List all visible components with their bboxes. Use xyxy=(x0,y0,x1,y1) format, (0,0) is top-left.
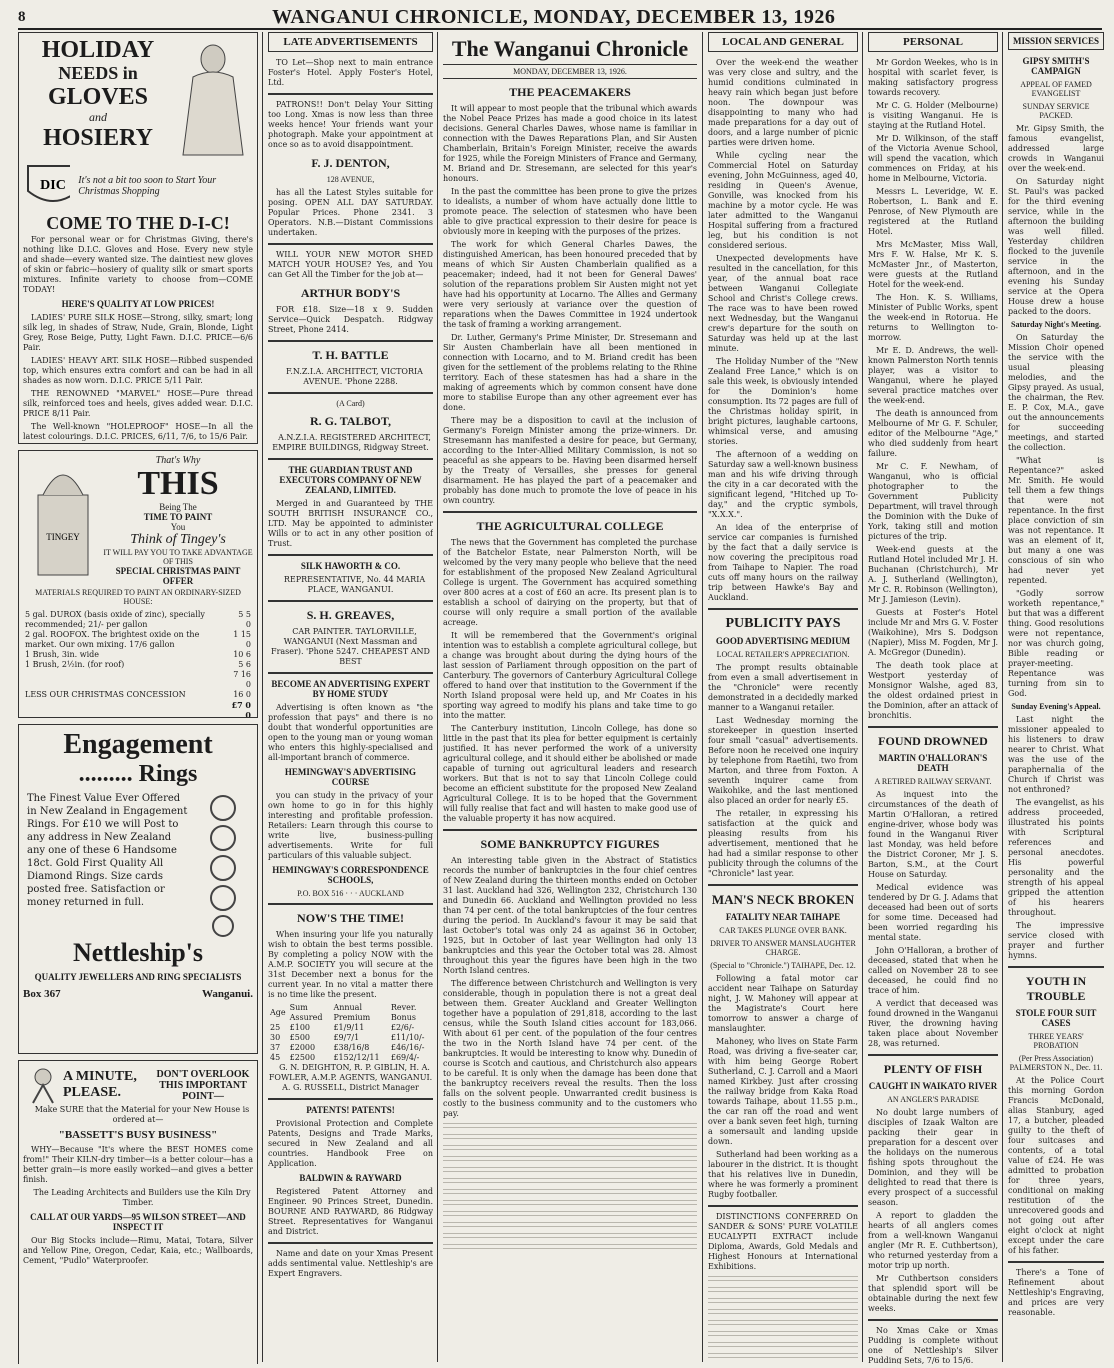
article-subheading: Sunday Evening's Appeal. xyxy=(1011,702,1101,711)
article-paragraph: In the past the committee has been prone to give the prizes to idealists, a number of whom have actually done little to promote peace. The selection of statesmen who have been able to give practical expression to their desire for peace is obviously more in keeping with the purposes of the prizes. xyxy=(443,187,697,236)
article-paragraph: Mr. Gipsy Smith, the famous evangelist, addressed large crowds in Wanganui over the week-end. xyxy=(1008,124,1104,173)
table-row: LESS OUR CHRISTMAS CONCESSION 16 0 xyxy=(25,690,251,699)
article-paragraph: Medical evidence was tendered by Dr G. J. Adams that deceased had been out of sorts for some time. Deceased had been worried regarding his mental state. xyxy=(868,883,998,942)
ad-subhead: HERE'S QUALITY AT LOW PRICES! xyxy=(61,299,215,309)
news-item: An idea of the enterprise of service car companies is furnished by the fact that a daily service is now covering the precipitous road from Taihape to Napier. The road cuts off many hours on the railway trip between Hawke's Bay and Auckland. xyxy=(708,523,858,602)
article-paragraph: As inquest into the circumstances of the death of Martin O'Halloran, a retired engine-driver, whose body was found in the Wanganui River last Monday, was held before the District Coroner, Mr J. S. Barton, S.M., at the Court House on Saturday. xyxy=(868,790,998,879)
lady-illustration xyxy=(173,37,253,157)
news-item: Over the week-end the weather was very close and sultry, and the humid conditions culminated in heavy rain which began just before noon. The downpour was disappointing to many who had made preparations for a day out of doors, and a large number of picnic parties were driven home. xyxy=(708,58,858,147)
ad-text: SPECIAL CHRISTMAS PAINT OFFER xyxy=(115,566,241,586)
article-subheading: THREE YEARS' PROBATION xyxy=(1028,1032,1084,1050)
tingey-advert xyxy=(18,450,258,718)
article-subheading: LOCAL RETAILER'S APPRECIATION. xyxy=(716,650,850,659)
article-paragraph: Mr Cuthbertson considers that splendid sport will be obtainable during the next few weeks. xyxy=(868,1274,998,1313)
classified-name: NOW'S THE TIME! xyxy=(297,911,404,925)
article-heading: THE PEACEMAKERS xyxy=(509,85,631,99)
article-paragraph: At the Police Court this morning Gordon Francis McDonald, alias Stanbury, aged 17, a butcher, pleaded guilty to the theft of four suitcases and contents, of a total value of £24. He was admitted to probation for three years, conditional on making restitution of the unrecovered goods and not going out after eight o'clock at night except under the care of his father. xyxy=(1008,1076,1104,1255)
article-paragraph: John O'Halloran, a brother of deceased, stated that when he called on November 28 to see deceased, he could find no trace of him. xyxy=(868,946,998,995)
article-paragraph: Mahoney, who lives on State Farm Road, was driving a five-seater car, with him being George Robert Sutherland, C. J. Carroll and a Maori named Kirkbey. Just after crossing the railway bridge from Kaka Road towards Taihape, about 11.55 p.m., the car ran off the road and went over a bank seven feet high, turning a somersault and landing upside down. xyxy=(708,1037,858,1146)
article-heading: PLENTY OF FISH xyxy=(883,1062,983,1076)
ad-text: TIME TO PAINT xyxy=(143,512,213,522)
classified: F.N.Z.I.A. ARCHITECT, VICTORIA AVENUE. 'Phone 2288. xyxy=(286,367,423,386)
news-item: DISTINCTIONS CONFERRED On SANDER & SONS' PURE VOLATILE EUCALYPTI EXTRACT include Diploma, Awards, Gold Medals and Highest Honours at International Exhibitions. xyxy=(708,1212,858,1271)
article-subheading: CAR TAKES PLUNGE OVER BANK. xyxy=(719,926,847,935)
editorial-date: MONDAY, DECEMBER 13, 1926. xyxy=(443,64,697,79)
ad-body: Our Big Stocks include—Rimu, Matai, Totara, Silver and Yellow Pine, Oregon, Cedar, Kaia, etc.; Wallboards, Cement, "Pudlo" Waterproofer. xyxy=(23,1236,253,1265)
ad-headline: PLEASE. xyxy=(63,1085,121,1100)
table-row: 1 Brush, 2½in. (for roof) 5 6 xyxy=(25,660,251,669)
news-item: Messrs L. Leveridge, W. E. Robertson, L. Bank and E. Penrose, of New Plymouth are registered at the Rutland Hotel. xyxy=(868,187,998,236)
article-paragraph: Following a fatal motor car accident near Taihape on Saturday night, J. W. Mahoney will appear at the Magistrate's Court here tomorrow to answer a charge of manslaughter. xyxy=(708,974,858,1033)
paint-can-illustration xyxy=(23,455,103,585)
ad-headline: THIS xyxy=(137,465,219,502)
article-heading: MAN'S NECK BROKEN xyxy=(711,892,855,907)
article-paragraph: No doubt large numbers of disciples of Izaak Walton are packing their gear in preparation for a descent over the holidays on the numerous fishing spots throughout the Dominion, and they will be delighted to read that there is every prospect of a successful season. xyxy=(868,1108,998,1207)
ad-body: WHY—Because "It's where the BEST HOMES come from!" Their KILN-dry timber—is a better colour—has a better grain—is more easily worked—and gives a better finish. xyxy=(23,1145,253,1184)
article-heading: YOUTH IN TROUBLE xyxy=(1025,974,1087,1003)
news-item: Mr C. G. Holder (Melbourne) is visiting Wanganui. He is staying at the Rutland Hotel. xyxy=(868,101,998,130)
news-item: While cycling near the Commercial Hotel on Saturday evening, John McGuinness, aged 40, residing in Queen's Avenue, Gonville, was knocked from his machine by a motor cycle. He was later admitted to the Wanganui Hospital suffering from a fractured leg, but his condition is not considered serious. xyxy=(708,151,858,250)
table-row: 45 £2500 £152/12/11 £69/4/- xyxy=(270,1053,420,1062)
article-paragraph: An interesting table given in the Abstract of Statistics records the number of bankruptcies in the four chief centres of New Zealand during the thirteen months ended on October 31 last. Auckland had 326, Wellington 232, Christchurch 130 and Dunedin 66. Auckland and Wellington provided no less than 74 per cent. of the total bankruptcies of the four centres during the period. In Auckland's favour it may be said that last October's total was only 24 as against 36 in October, 1925, but in October of last year Wellington had only 13 bankruptcies and this year the October total was 28. Almost throughout this year the figures have been high in the two North Island centres. xyxy=(443,856,697,975)
ad-text: Being The xyxy=(159,502,197,512)
table-row: 5 gal. DUROX (basis oxide of zinc), specially recommended; 21/- per gallon 5 5 0 xyxy=(25,610,251,629)
editorial-masthead: The Wanganui Chronicle xyxy=(451,36,689,61)
table-row: 2 gal. ROOFOX. The brightest oxide on the market. Our own mixing. 17/6 gallon 1 15 0 xyxy=(25,630,251,649)
ad-tagline: It's not a bit too soon to Start Your Christmas Shopping xyxy=(78,175,217,197)
news-item: Mr E. D. Andrews, the well-known Palmerston North tennis player, was a visitor to Wanganui, where he played several practice matches over the week-end. xyxy=(868,346,998,405)
table-row: £7 0 0 xyxy=(231,700,251,718)
news-item: Unexpected developments have resulted in the cancellation, for this year, of the annual boat race between Wanganui Collegiate School and Christ's College crews. The race was to have been rowed next Wednesday, but the Wanganui crew's departure for the south on Saturday was held up at the last minute. xyxy=(708,254,858,353)
news-item: Guests at Foster's Hotel include Mr and Mrs G. V. Foster (Waikohine), Mrs S. Dodgson (Napier), Miss M. Fogden, Mr J. A. McGregor (Dunedin). xyxy=(868,608,998,657)
news-item: Mrs McMaster, Miss Wall, Mrs F. W. Halse, Mr K. S. McMaster Jnr., of Masterton, were guests at the Rutland Hotel for the week-end. xyxy=(868,240,998,289)
classified-name: PATENTS! PATENTS! xyxy=(306,1105,395,1115)
article-paragraph: There may be a disposition to cavil at the inclusion of Germany's Foreign Minister among the prize-winners. Dr. Stresemann has manifested a desire for peace, but Germany, according to the Inter-Allied Military Commission, is not so peaceful as she appears to be. Having been disarmed herself by the Treaty of Versailles, she presses for general disarmament. He has played the part of a peacemaker and probably has done much to promote the love of peace in his own country. xyxy=(443,416,697,505)
classified-name: T. H. BATTLE xyxy=(312,348,389,362)
table-row: 7 16 0 xyxy=(233,670,251,689)
article-paragraph: The work for which General Charles Dawes, the distinguished American, has been honoured preceded that by means of which Sir Austen Chamberlain qualified as a peacemaker; indeed, had it not been for General Dawes' solution of the reparations problem Sir Austen might not yet have had his opportunity at Locarno. The Allies and Germany were very seriously at variance over the question of reparations when the Dawes Committee in 1924 undertook the task of framing a working arrangement. xyxy=(443,240,697,329)
classified: TO Let—Shop next to main entrance Foster's Hotel. Apply Foster's Hotel, Ltd. xyxy=(268,58,433,87)
dic-shield-logo xyxy=(23,161,70,211)
materials-table xyxy=(23,610,253,718)
classified: P.O. BOX 516 · · · AUCKLAND xyxy=(297,889,404,898)
classified-name: BALDWIN & RAYWARD xyxy=(299,1173,402,1183)
ad-brand: "BASSETT'S BUSY BUSINESS" xyxy=(58,1129,218,1141)
ad-brand: Nettleship's xyxy=(73,938,203,967)
article-subheading: APPEAL OF FAMED EVANGELIST xyxy=(1020,80,1092,98)
classified: has all the Latest Styles suitable for posing. OPEN ALL DAY SATURDAY. Popular Prices. Phone 2341. 3 Operators. N.B.—Distant Commissions undertaken. xyxy=(268,188,433,237)
ad-come: COME TO THE D-I-C! xyxy=(46,213,230,233)
classified: G. N. DEIGHTON, R. P. GIBLIN, H. A. FOWLER, A.M.P. AGENTS, WANGANUI. A. G. RUSSELL, District Manager xyxy=(268,1063,433,1092)
news-item: No Xmas Cake or Xmas Pudding is complete without one of Nettleship's Silver Pudding Sets, 7/6 to 15/6. xyxy=(868,1326,998,1364)
classified: you can study in the privacy of your own home to go in for this highly interesting and profitable profession. Retailers: Learn through this course to write live, business-pulling advertisements. Write for full particulars of this valuable subject. xyxy=(268,791,433,860)
news-item: There's a Tone of Refinement about Nettleship's Engraving, and prices are very reasonable. xyxy=(1008,1268,1104,1317)
ad-headline: and xyxy=(89,110,107,124)
article-subheading: FATALITY NEAR TAIHAPE xyxy=(725,912,841,922)
ad-body: The Leading Architects and Builders use the Kiln Dry Timber. xyxy=(33,1188,251,1207)
rings-illustration xyxy=(193,788,253,938)
article-paragraph: The news that the Government has completed the purchase of the Batchelor Estate, near Palmerston North, will be welcomed by the very many people who believe that the need for establishment of the proposed New Zealand Agricultural College is urgent. The Government has acquired something over 800 acres at a cost of £60 an acre. Its present plan is to establish a school of dairying on the property, but that of course will only require a small portion of the available acreage. xyxy=(443,538,697,627)
column-editorial xyxy=(443,32,697,1364)
masthead xyxy=(18,6,1102,30)
news-item: Week-end guests at the Rutland Hotel included Mr J. H. Buchanan (Christchurch), Mr A. J. Sutherland (Wellington), Mr C. R. Robinson (Wellington), Mr J. Jamieson (Levin). xyxy=(868,545,998,604)
ad-box: Box 367 xyxy=(23,988,61,1000)
classified-name: THE GUARDIAN TRUST AND EXECUTORS COMPANY OF NEW ZEALAND, LIMITED. xyxy=(279,465,422,495)
classified: Registered Patent Attorney and Engineer. 90 Princes Street, Dunedin. BOURNE AND RAYWARD, 86 Ridgway Street. Representatives for Wanganui and District. xyxy=(268,1187,433,1236)
dateline: (Per Press Association) PALMERSTON N., Dec. 11. xyxy=(1009,1054,1103,1072)
article-heading: SOME BANKRUPTCY FIGURES xyxy=(480,837,660,851)
ad-town: Wanganui. xyxy=(201,988,253,1000)
table-row: 30 £500 £9/7/1 £11/10/- xyxy=(270,1033,425,1042)
column-rule xyxy=(862,32,863,1362)
article-paragraph: The evangelist, as his address proceeded, illustrated his points with Scriptural references and personal anecdotes. His powerful personality and the strength of his appeal gripped the attention of his hearers throughout. xyxy=(1008,798,1104,917)
section-heading: LOCAL AND GENERAL xyxy=(708,32,858,52)
ad-text: You xyxy=(170,522,186,532)
page-number: 8 xyxy=(18,8,26,25)
column-rule xyxy=(1002,32,1003,1362)
article-subheading: SUNDAY SERVICE PACKED. xyxy=(1022,102,1090,120)
table-row: 25 £100 £1/9/11 £2/6/- xyxy=(270,1023,415,1032)
classified: FOR £18. Size—18 x 9. Sudden Service—Quick Despatch. Ridgway Street, Phone 2414. xyxy=(268,305,433,334)
classified: PATRONS!! Don't Delay Your Sitting too Long. Xmas is now less than three weeks hence! Your friends want your photograph. Make your appointment at once so as to avoid disappointment. xyxy=(268,100,433,149)
classified: Advertising is often known as "the profession that pays" and there is no doubt that wonderful opportunities are open to the young man or young woman who enters this highly-specialised and all-important branch of commerce. xyxy=(268,703,433,762)
news-item: The Holiday Number of the "New Zealand Free Lance," which is on sale this week, is obviously intended for the Dominion's home consumption. Its 72 pages are full of the Christmas holiday spirit, in bright pictures, laughable cartoons, whimsical verse, and amusing stories. xyxy=(708,357,858,446)
classified: Merged in and Guaranteed by THE SOUTH BRITISH INSURANCE CO., LTD. May be appointed to administer Wills or to act in any other position of Trust. xyxy=(268,499,433,548)
article-paragraph: Last night the missioner appealed to his listeners to draw nearer to Christ. What was the use of the paraphernalia of the Church if Christ was not enthroned? xyxy=(1008,715,1104,794)
classified-name: F. J. DENTON, xyxy=(311,156,390,170)
article-heading: GIPSY SMITH'S CAMPAIGN xyxy=(1022,56,1090,76)
dic-advert xyxy=(18,32,258,444)
article-paragraph: On Saturday the Mission Choir opened the service with the usual pleasing melodies, and the Gipsy prayed. As usual, the chairman, the Rev. E. P. Cox, M.A., gave out the announcements for succeeding meetings, and started the collection. xyxy=(1008,333,1104,452)
ad-item: THE RENOWNED "MARVEL" HOSE—Pure thread silk, reinforced toes and heels, gives added wear. D.I.C. PRICE 8/11 Pair. xyxy=(23,389,253,418)
section-heading: PERSONAL xyxy=(868,32,998,52)
news-item: Mr D. Wilkinson, of the staff of the Victoria Avenue School, will spend the vacation, which commences on Friday, at his home in Melbourne, Victoria. xyxy=(868,134,998,183)
ad-subhead: CALL AT OUR YARDS—95 WILSON STREET—AND INSPECT IT xyxy=(30,1212,246,1232)
dateline: (Special to "Chronicle.") TAIHAPE, Dec. 12. xyxy=(710,961,856,970)
article-paragraph: The Canterbury institution, Lincoln College, has done so little in the past that its plea for better equipment is certainly justified. It has never performed the work of a university agricultural college, and it should either be abolished or made capable of turning out agricultural leaders and research workers. But that is not to say that Lincoln College could become an efficient substitute for the proposed New Zealand Agricultural College. It is to be hoped that the Government will fully realise that fact and will hasten to make good use of the valuable property it has now acquired. xyxy=(443,724,697,823)
article-paragraph: Sutherland had been working as a labourer in the district. It is thought that his relatives live in Dunedin, where he was formerly a prominent Rugby footballer. xyxy=(708,1150,858,1199)
article-paragraph: The impressive service closed with prayer and further hymns. xyxy=(1008,921,1104,960)
ad-headline: GLOVES xyxy=(47,84,149,110)
article-paragraph: "Godly sorrow worketh repentance," but that was a different thing. Good resolutions were not repentance, nor was church going, Bible reading or prayer-meeting. Repentance was turning from sin to God. xyxy=(1008,589,1104,698)
table-row: 37 £2000 £38/16/8 £46/16/- xyxy=(270,1043,425,1052)
ad-headline: ......... Rings xyxy=(78,761,198,787)
table-row: 1 Brush, 3in. wide 10 6 xyxy=(25,650,251,659)
svg-text:TINGEY: TINGEY xyxy=(46,532,80,542)
column-rule xyxy=(702,32,703,1362)
article-subheading: AN ANGLER'S PARADISE xyxy=(887,1095,979,1104)
classified-name: HEMINGWAY'S CORRESPONDENCE SCHOOLS, xyxy=(272,865,429,885)
article-subheading: DRIVER TO ANSWER MANSLAUGHTER CHARGE. xyxy=(710,939,856,957)
table-row: Age Sum Assured Annual Premium Rever. Bonus xyxy=(270,1003,417,1022)
classified: WILL YOUR NEW MOTOR SHED MATCH YOUR HOUSE? Yes, and You can Get All the Timber for the job at— xyxy=(268,250,433,279)
masthead-title: WANGANUI CHRONICLE, MONDAY, DECEMBER 13, 1926 xyxy=(272,5,836,28)
column-mission xyxy=(1008,32,1104,1364)
article-paragraph: It will be remembered that the Government's original intention was to establish a complete agricultural college, but a change was brought about during the dying hours of the last session of Parliament through opposition on the part of Canterbury. The governors of Canterbury Agricultural College offered to hand over that institution to the Government if the North Island proposal were held up, and Mr Coates in his sporting way agreed to modify his plans and take time to go into the matter. xyxy=(443,631,697,720)
ad-headline: Engagement xyxy=(63,729,213,760)
article-subheading: MARTIN O'HALLORAN'S DEATH xyxy=(878,753,988,773)
article-heading: PUBLICITY PAYS xyxy=(725,616,841,631)
column-late-ads xyxy=(268,32,433,1364)
article-subheading: CAUGHT IN WAIKATO RIVER xyxy=(868,1081,998,1091)
ad-item: The Well-known "HOLEPROOF" HOSE—In all the latest colourings. D.I.C. PRICES, 6/11, 7/6, to 15/6 Pair. xyxy=(23,422,253,441)
article-subheading: STOLE FOUR SUIT CASES xyxy=(1015,1008,1097,1028)
article-subheading: A RETIRED RAILWAY SERVANT. xyxy=(874,777,992,786)
ad-headline: NEEDS in xyxy=(58,63,138,83)
ad-item: LADIES' PURE SILK HOSE—Strong, silky, smart; long silk leg, in shades of Straw, Nude, Grain, Blonde, Light Grey, Rose Beige, Putty, Light Fawn. D.I.C. PRICE—6/6 Pair. xyxy=(23,313,253,352)
article-paragraph: A report to gladden the hearts of all anglers comes from a well-known Wanganui angler (Mr R. E. Cuthbertson), who returned yesterday from a motor trip up north. xyxy=(868,1211,998,1270)
news-item: The afternoon of a wedding on Saturday saw a well-known business man and his wife driving through the city in a car decorated with the significant legend, "Hitched up To-day," and the cryptic symbols, "X.X.X.". xyxy=(708,450,858,519)
column-adverts xyxy=(18,32,258,1364)
ad-text: That's Why xyxy=(155,455,201,466)
ad-body: The Finest Value Ever Offered in New Zealand in Engagement Rings. For £10 we will Post to any address in New Zealand any one of these 6 Handsome 18ct. Gold First Quality All Diamond Rings. Size cards posted free. Satisfaction or money returned in full. xyxy=(27,793,188,908)
classified: CAR PAINTER. TAYLORVILLE, WANGANUI (Next Massman and Fraser). 'Phone 5247. CHEAPEST AND BEST xyxy=(271,627,430,666)
classified-name: S. H. GREAVES, xyxy=(306,608,395,622)
classified: When insuring your life you naturally wish to obtain the best terms possible. By completing a policy NOW with the A.M.P. SOCIETY you will secure at the 31st December next a bonus for the current year. In no vital a matter there is no time like the present. xyxy=(268,930,433,999)
classified: Provisional Protection and Complete Patents, Designs and Trade Marks, secured in New Zealand and all countries. Handbook Free on Application. xyxy=(268,1119,433,1168)
ad-subhead: MATERIALS REQUIRED TO PAINT AN ORDINARY-SIZED HOUSE: xyxy=(35,588,241,606)
ad-headline: HOLIDAY xyxy=(41,37,155,63)
classified-name: HEMINGWAY'S ADVERTISING COURSE xyxy=(284,767,417,787)
nettleship-advert xyxy=(18,724,258,1054)
classified: (A Card) xyxy=(336,399,365,408)
article-paragraph: A verdict that deceased was found drowned in the Wanganui River, the drowning having taken place about November 28, was returned. xyxy=(868,999,998,1048)
article-subheading: Saturday Night's Meeting. xyxy=(1011,320,1101,329)
article-heading: FOUND DROWNED xyxy=(878,734,988,748)
article-paragraph: On Saturday night St. Paul's was packed for the third evening service, while in the afternoon the building was well filled. Yesterday children flocked to the juvenile service in the afternoon, and in the evening his Sunday service at the Opera House drew a house packed to the doors. xyxy=(1008,177,1104,316)
ad-headline: DON'T OVERLOOK THIS IMPORTANT POINT— xyxy=(156,1068,250,1102)
ad-body: For personal wear or for Christmas Giving, there's nothing like D.I.C. Gloves and Hose. Every new style and shade—every wanted size. The daintiest new gloves of skin or fabric—hosiery of quality silk or smart sports mixtures. Infinite variety to choose from—COME TODAY! xyxy=(23,235,253,294)
article-paragraph: The prompt results obtainable from even a small advertisement in the "Chronicle" were recently demonstrated in a decidedly marked manner to a Wanganui retailer. xyxy=(708,663,858,712)
bassett-advert xyxy=(18,1060,258,1364)
column-personal xyxy=(868,32,998,1364)
column-rule xyxy=(437,32,438,1362)
ad-headline: A MINUTE, xyxy=(63,1069,137,1084)
article-paragraph: The difference between Christchurch and Wellington is very considerable, though in population there is not a great deal between them. Greater Auckland and Greater Wellington together have a population of 291,818, according to the last census, while the South Island cities account for 183,066. With about 61 per cent. of the population of the four centres the two in the North Island have 74 per cent. of the bankruptcies. It would be interesting to know why. Dunedin of course is Scotch and cautious, and Christchurch also appears to be careful. It is only when the damage has been done that the bankruptcy receivers reveal the results. Then the loss falls on the solvent people. Unwarranted credit business is costly to the business community and to the customers who pay. xyxy=(443,979,697,1118)
pointing-figure-icon xyxy=(23,1065,63,1105)
article-paragraph: It will appear to most people that the tribunal which awards the Nobel Peace Prizes has made a good choice in its latest decisions. General Charles Dawes, whose name is familiar in connection with the Dawes Reparations Plan, and Sir Austen Chamberlain, Britain's Foreign Minister, receive the awards for 1925, while the Foreign Ministers of France and Germany, M. Briand and Dr. Stresemann, are selected for this year's honours. xyxy=(443,104,697,183)
classified-addr: 128 AVENUE, xyxy=(326,175,375,184)
article-paragraph: The retailer, in expressing his satisfaction at the quick and pleasing results from his advertisement, mentioned that he had had a similar response to other publicity through the columns of the "Chronicle" last year. xyxy=(708,809,858,878)
ad-body: Make SURE that the Material for your New House is ordered at— xyxy=(34,1105,250,1124)
column-local xyxy=(708,32,858,1364)
classified-name: BECOME AN ADVERTISING EXPERT BY HOME STUDY xyxy=(271,679,430,699)
classified-name: R. G. TALBOT, xyxy=(309,414,392,428)
news-item: The death took place at Westport yesterday of Monsignor Walshe, aged 83, the oldest ordained priest in the Dominion, after an attack of bronchitis. xyxy=(868,661,998,720)
ad-subhead: QUALITY JEWELLERS AND RING SPECIALISTS xyxy=(34,972,242,982)
section-heading: MISSION SERVICES xyxy=(1008,32,1104,50)
classified: Name and date on your Xmas Present adds sentimental value. Nettleship's are Expert Engravers. xyxy=(268,1249,433,1278)
svg-text:DIC: DIC xyxy=(40,178,66,193)
article-paragraph: Last Wednesday morning the storekeeper in question inserted four small "casual" advertisements. Before noon he received one inquiry by telephone from Raetihi, two from Marton, and three from Foxton. A seventh inquirer came from Waikohike, and the last mentioned also placed an order for nearly £5. xyxy=(708,716,858,805)
ad-text: IT WILL PAY YOU TO TAKE ADVANTAGE OF THIS xyxy=(103,548,253,566)
ad-item: LADIES' HEAVY ART. SILK HOSE—Ribbed suspended top, which ensures extra comfort and can be had in all shades as now worn. D.I.C. PRICE 5/11 Pair. xyxy=(23,356,253,385)
article-subheading: GOOD ADVERTISING MEDIUM xyxy=(715,636,851,646)
news-item: Mr Gordon Weekes, who is in hospital with scarlet fever, is making satisfactory progress towards recovery. xyxy=(868,58,998,97)
ad-headline: Think of Tingey's xyxy=(130,532,226,547)
ad-headline: HOSIERY xyxy=(43,125,153,151)
classified: A.N.Z.I.A. REGISTERED ARCHITECT, EMPIRE BUILDINGS, Ridgway Street. xyxy=(272,433,431,452)
section-heading: LATE ADVERTISEMENTS xyxy=(268,32,433,52)
news-item: The Hon. K. S. Williams, Minister of Public Works, spent the week-end in Rotorua. He returns to Wellington to-morrow. xyxy=(868,293,998,342)
article-heading: THE AGRICULTURAL COLLEGE xyxy=(476,519,664,533)
classified-name: SILK HAWORTH & CO. xyxy=(300,561,401,571)
news-item: Mr C. F. Newham, of Wanganui, who is official photographer to the Government Publicity Department, will travel through the Dominion with the Duke of York, taking still and motion pictures of the trip. xyxy=(868,462,998,541)
column-rule xyxy=(262,32,263,1362)
classified-name: ARTHUR BODY'S xyxy=(300,286,401,300)
article-paragraph: Dr. Luther, Germany's Prime Minister, Dr. Stresemann and Sir Austen Chamberlain have all been mentioned in connection with Locarno, and to M. Briand credit has been given for the settlement of the problems relating to the Rhine territory. Each of these statesmen has had a share in the making of agreements which by common consent have done more to stabilise Europe than any other agreement ever has done. xyxy=(443,333,697,412)
amp-table xyxy=(268,1003,433,1063)
news-item: The death is announced from Melbourne of Mr G. F. Schuler, editor of the Melbourne "Age," who died suddenly from heart failure. xyxy=(868,409,998,458)
article-paragraph: "What is Repentance?" asked Mr. Smith. He would tell them a few things that were not repentance. In the first place conviction of sin was not repentance. It was an element of it, but many a one was conscious of sin who had never yet repented. xyxy=(1008,456,1104,585)
classified: REPRESENTATIVE, No. 44 MARIA PLACE, WANGANUI. xyxy=(283,575,426,594)
